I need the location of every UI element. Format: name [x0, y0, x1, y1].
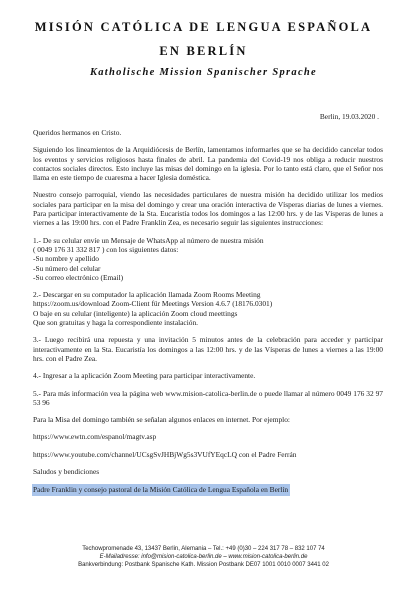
zoom-download-link[interactable]: https://zoom.us/download Zoom-Client für Meetings Version 4.6.7 (18176.0301): [33, 299, 273, 309]
step-2-line4: Que son gratuitas y haga la correspondiente instalación.: [33, 318, 199, 328]
closing: Saludos y bendiciones: [33, 467, 100, 477]
ewtn-link[interactable]: https://www.ewtn.com/espanol/magtv.asp: [33, 432, 157, 442]
document-subtitle: Katholische Mission Spanischer Sprache: [89, 67, 318, 78]
step-2-line1: 2.- Descargar en su computador la aplicación llamada Zoom Rooms Meeting: [33, 290, 261, 300]
step-1-line1: 1.- De su celular envíe un Mensaje de WhatsApp al número de nuestra misión: [33, 235, 264, 245]
document-title-line1: MISIÓN CATÓLICA DE LENGUA ESPAÑOLA: [34, 20, 373, 34]
letter-footer: [0, 545, 407, 569]
footer-bank: Bankverbindung: Postbank Spanische Kath. Mission Postbank DE07 1001 0010 0007 3441 02: [78, 562, 329, 568]
step-2: [33, 290, 383, 327]
footer-address: Techowpromenade 43, 13437 Berlin, Alemania – Tel.: +49 (0)30 – 224 317 78 – 832 107 74: [82, 546, 325, 552]
signature-block: [33, 484, 383, 495]
document-title-line2: EN BERLÍN: [159, 44, 248, 58]
paragraph-guidelines: Siguiendo los lineamientos de la Arquidiócesis de Berlín, lamentamos informarles que se ha decidido cancelar todos los eventos y servicios religiosos hasta finales de abril. La pandemia del Covid-19 nos obliga a reducir nuestros contactos sociales directos. Esto incluye las misas del domingo en la iglesia. Por lo tanto está claro, que el Señor nos llama en este tiempo de cuaresma a hacer Iglesia doméstica.: [33, 145, 383, 183]
footer-email[interactable]: E-Mailadresse: info@mision-catolica-berlin.de – www.mision-catolica-berlin.de: [99, 554, 308, 560]
step-3: 3.- Luego recibirá una repuesta y una invitación 5 minutos antes de la celebración para acceder y participar interactivamente en la Sta. Eucaristía los domingos a las 12:00 hrs. y de las Vísperas de lunes a viernes a las 19:00 hrs. con el Padre Zea.: [33, 335, 383, 363]
step-2-line3: O baje en su celular (inteligente) la aplicación Zoom cloud meettings: [33, 308, 238, 318]
step-4: 4.- Ingresar a la aplicación Zoom Meeting para participar interactivamente.: [33, 371, 256, 381]
letter-body: [33, 128, 383, 504]
step-1-line5: -Su correo electrónico (Email): [33, 272, 124, 282]
step-1: [33, 236, 383, 282]
signature-highlight: Padre Franklin y consejo pastoral de la Misión Católica de Lengua Española en Berlín: [33, 485, 289, 495]
greeting: Queridos hermanos en Cristo.: [33, 128, 122, 137]
mass-note: Para la Misa del domingo también se señalan algunos enlaces en internet. Por ejemplo:: [33, 415, 290, 425]
step-1-line3: -Su nombre y apellido: [33, 254, 99, 264]
step-1-line2: ( 0049 176 31 332 817 ) con los siguientes datos:: [33, 244, 179, 254]
step-5: 5.- Para más información vea la página web www.mision-catolica-berlin.de o puede llamar al número 0049 176 32 97 53 96: [33, 388, 383, 407]
paragraph-council: Nuestro consejo parroquial, viendo las necesidades particulares de nuestra misión ha decidido utilizar los medios sociales para participar en la misa del domingo y crear una oración interactiva de Vísperas diarias de lunes a viernes. Para participar interactivamente de la Sta. Eucaristía todos los domingos a las 12:00 hrs. y de las Vísperas de lunes a viernes a las 19:00 hrs. con el Padre Franklin Zea, es necesario seguir las siguientes instrucciones:: [33, 190, 383, 228]
step-1-line4: -Su número del celular: [33, 263, 101, 273]
letter-date: Berlin, 19.03.2020 .: [319, 112, 379, 121]
youtube-link[interactable]: https://www.youtube.com/channel/UCsgSvJHBjWg5s3VUfYEqcLQ con el Padre Ferrán: [33, 449, 297, 459]
